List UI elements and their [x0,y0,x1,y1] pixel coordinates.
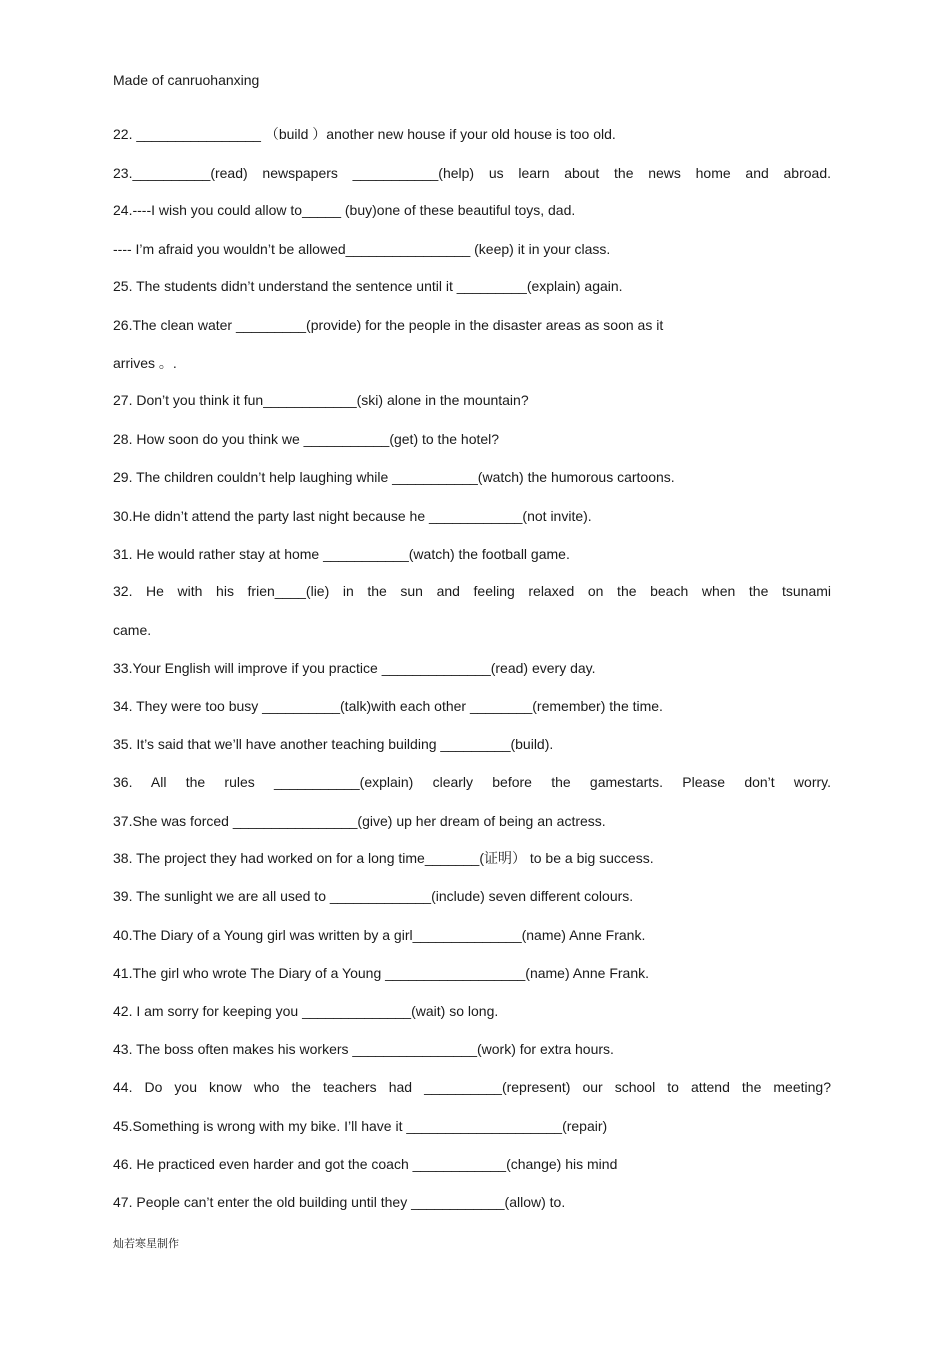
item-34: 34. They were too busy __________(talk)with each other ________(remember) the time. [113,698,663,714]
item-47: 47. People can’t enter the old building until they ____________(allow) to. [113,1194,566,1210]
item-22: 22. ________________ （build ）another new house if your old house is too old. [113,126,616,142]
item-36: 36. All the rules ___________(explain) clearly before the gamestarts. Please don’t worry. [113,774,831,790]
item-35: 35. It’s said that we’ll have another teaching building _________(build). [113,736,554,752]
item-24: 24.----I wish you could allow to_____ (buy)one of these beautiful toys, dad. [113,202,576,218]
item-46: 46. He practiced even harder and got the coach ____________(change) his mind [113,1156,618,1172]
item-29: 29. The children couldn’t help laughing while ___________(watch) the humorous cartoons. [113,469,675,485]
item-23: 23.__________(read) newspapers ___________(help) us learn about the news home and abroad. [113,165,831,181]
page-footer: 灿若寒星制作 [113,1237,179,1250]
item-38: 38. The project they had worked on for a long time_______(证明） to be a big success. [113,850,654,866]
item-33: 33.Your English will improve if you practice ______________(read) every day. [113,660,596,676]
item-31: 31. He would rather stay at home ___________(watch) the football game. [113,546,570,562]
item-28: 28. How soon do you think we ___________(get) to the hotel? [113,431,500,447]
item-32-cont: came. [113,622,152,638]
item-37: 37.She was forced ________________(give) up her dream of being an actress. [113,813,606,829]
item-41: 41.The girl who wrote The Diary of a Young __________________(name) Anne Frank. [113,965,649,981]
page-header: Made of canruohanxing [113,72,260,88]
item-44: 44. Do you know who the teachers had __________(represent) our school to attend the meeting? [113,1079,831,1095]
item-24-answer: ---- I’m afraid you wouldn’t be allowed________________ (keep) it in your class. [113,241,611,257]
item-26-cont: arrives 。. [113,355,177,371]
item-25: 25. The students didn’t understand the sentence until it _________(explain) again. [113,278,623,294]
item-40: 40.The Diary of a Young girl was written by a girl______________(name) Anne Frank. [113,927,646,943]
item-32: 32. He with his frien____(lie) in the sun and feeling relaxed on the beach when the tsunami [113,583,831,599]
item-42: 42. I am sorry for keeping you ______________(wait) so long. [113,1003,499,1019]
item-26: 26.The clean water _________(provide) for the people in the disaster areas as soon as it [113,317,664,333]
item-30: 30.He didn’t attend the party last night because he ____________(not invite). [113,508,592,524]
item-43: 43. The boss often makes his workers ________________(work) for extra hours. [113,1041,614,1057]
item-39: 39. The sunlight we are all used to _____________(include) seven different colours. [113,888,634,904]
item-27: 27. Don’t you think it fun____________(ski) alone in the mountain? [113,392,529,408]
item-45: 45.Something is wrong with my bike. I’ll have it ____________________(repair) [113,1118,608,1134]
